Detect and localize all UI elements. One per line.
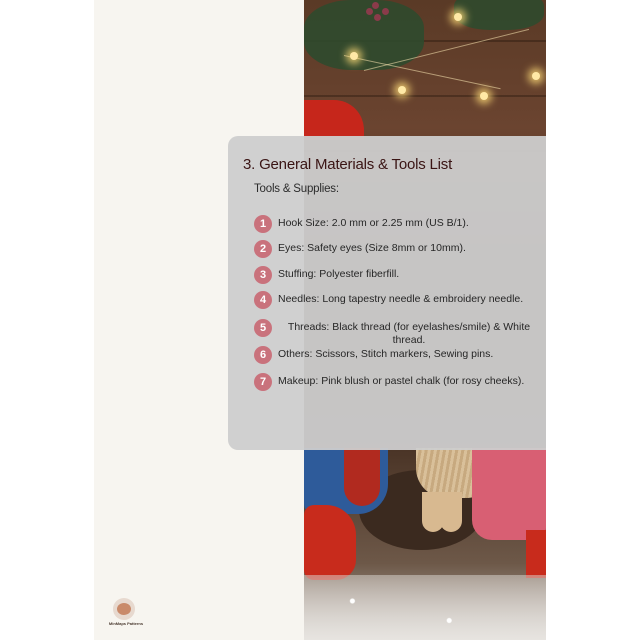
- number-badge: 1: [254, 215, 272, 233]
- number-badge: 4: [254, 291, 272, 309]
- list-item-text: Eyes: Safety eyes (Size 8mm or 10mm).: [278, 242, 466, 254]
- number-badge: 7: [254, 373, 272, 391]
- list-item-text: Threads: Black thread (for eyelashes/smile) & White thread.: [287, 321, 531, 346]
- number-badge: 2: [254, 240, 272, 258]
- pink-doll: [472, 448, 546, 540]
- section-title: 3. General Materials & Tools List: [243, 156, 453, 173]
- brand-logo: [104, 598, 144, 632]
- snow-floor: [304, 575, 546, 640]
- list-item-text: Makeup: Pink blush or pastel chalk (for rosy cheeks).: [278, 375, 525, 387]
- list-item-text: Others: Scissors, Stitch markers, Sewing pins.: [278, 348, 494, 360]
- red-boot: [304, 505, 356, 580]
- red-hat: [304, 100, 364, 140]
- number-badge: 5: [254, 319, 272, 337]
- number-badge: 6: [254, 346, 272, 364]
- number-badge: 3: [254, 266, 272, 284]
- list-item-text: Stuffing: Polyester fiberfill.: [278, 268, 400, 280]
- list-item-text: Needles: Long tapestry needle & embroidery needle.: [278, 293, 524, 305]
- logo-text: MinMaps Patterns: [108, 621, 144, 626]
- list-item-text: Hook Size: 2.0 mm or 2.25 mm (US B/1).: [278, 217, 469, 229]
- section-subtitle: Tools & Supplies:: [254, 183, 339, 195]
